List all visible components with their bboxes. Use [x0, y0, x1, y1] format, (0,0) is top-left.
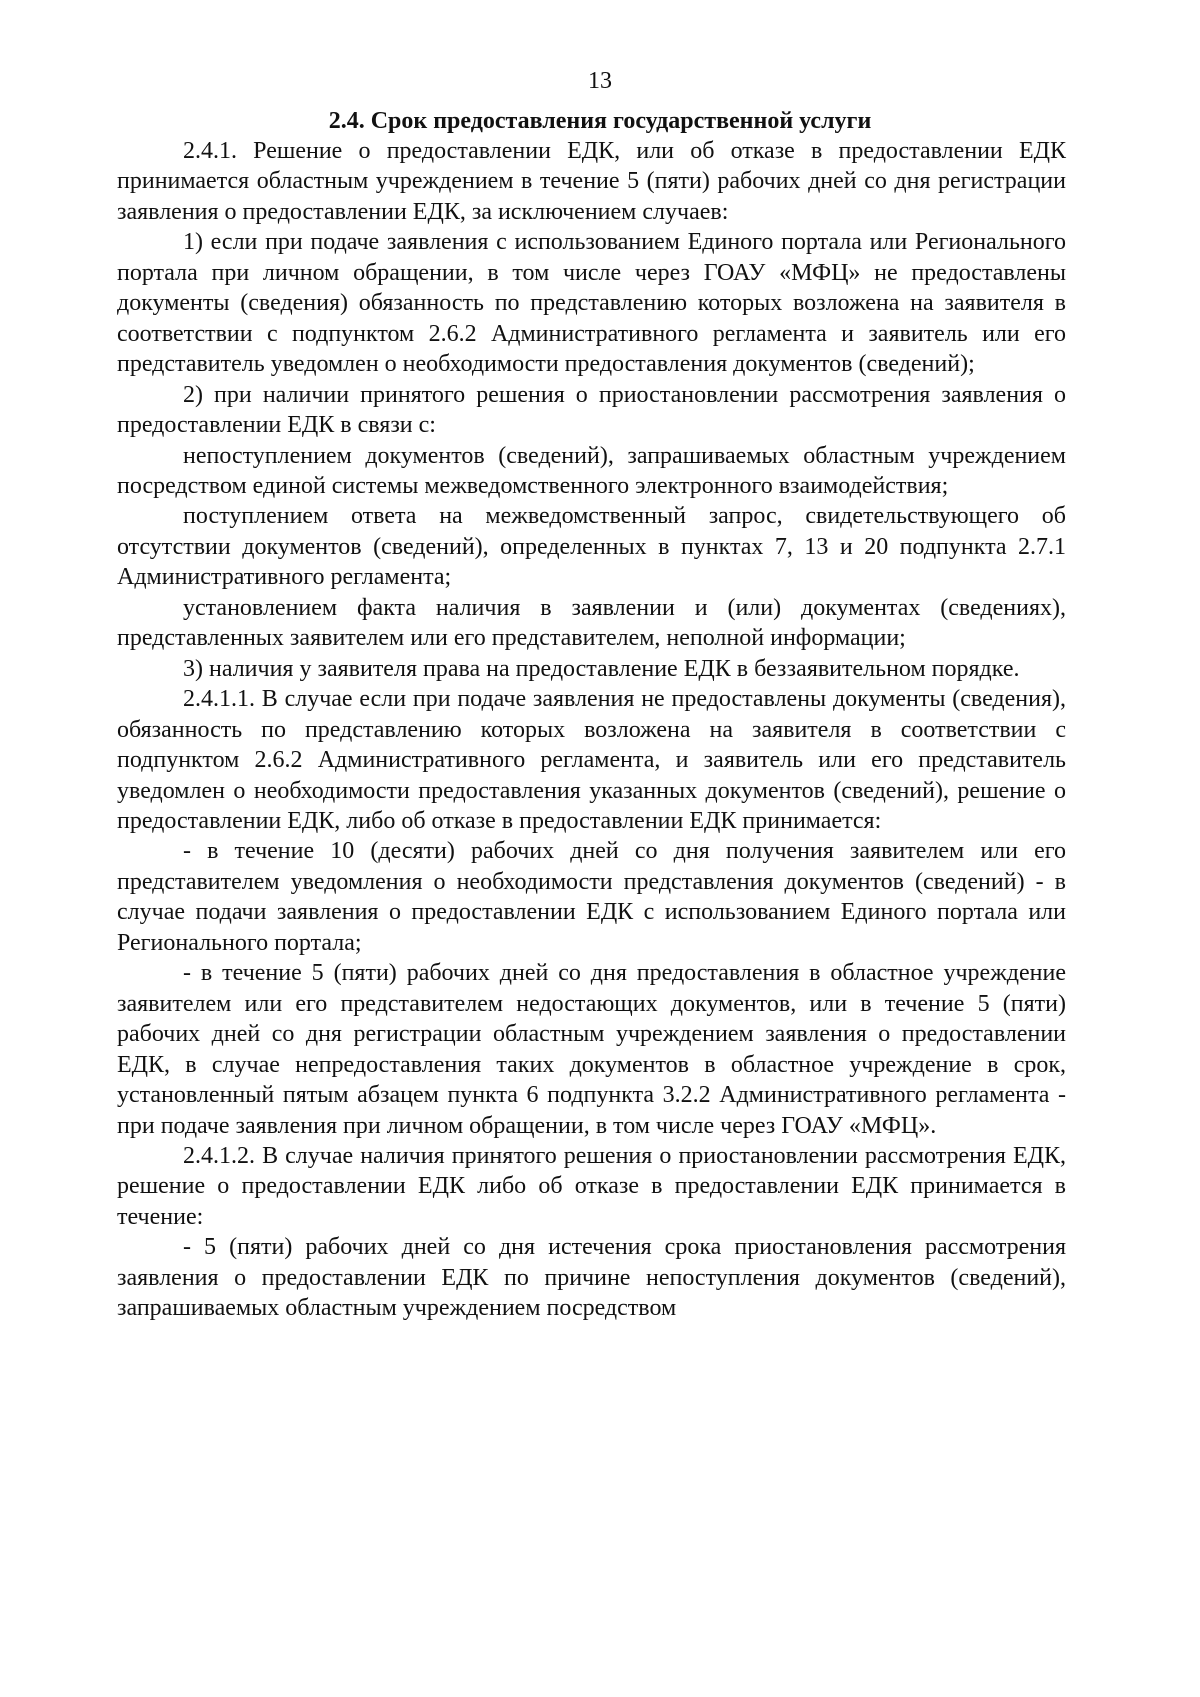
- paragraph-case-2-nonreceipt: непоступлением документов (сведений), запрашиваемых областным учреждением посредством единой системы межведомственного электронного взаимодействия;: [117, 442, 1066, 499]
- paragraph-2-4-1-1-item-portal: - в течение 10 (десяти) рабочих дней со дня получения заявителем или его представителем уведомления о необходимости представления документов (сведений) - в случае подачи заявления о предоставлении ЕДК с использованием Единого портала или Регионального портала;: [117, 838, 1066, 956]
- paragraph-case-1: 1) если при подаче заявления с использованием Единого портала или Регионального портала при личном обращении, в том числе через ГОАУ «МФЦ» не предоставлены документы (сведения) обязанность по представлению которых возложена на заявителя в соответствии с подпунктом 2.6.2 Административного регламента и заявитель или его представитель уведомлен о необходимости предоставления документов (сведений);: [117, 229, 1066, 378]
- page-number: 13: [588, 68, 612, 94]
- section-body: [117, 136, 1066, 1324]
- paragraph-2-4-1-2: 2.4.1.2. В случае наличия принятого решения о приостановлении рассмотрения ЕДК, решение о предоставлении ЕДК либо об отказе в предоставлении ЕДК принимается в течение:: [117, 1142, 1066, 1230]
- paragraph-2-4-1: 2.4.1. Решение о предоставлении ЕДК, или об отказе в предоставлении ЕДК принимается областным учреждением в течение 5 (пяти) рабочих дней со дня регистрации заявления о предоставлении ЕДК, за исключением случаев:: [117, 138, 1066, 225]
- section-heading: 2.4. Срок предоставления государственной услуги: [328, 108, 872, 134]
- paragraph-case-2: 2) при наличии принятого решения о приостановлении рассмотрения заявления о предоставлении ЕДК в связи с:: [117, 381, 1066, 439]
- paragraph-2-4-1-1: 2.4.1.1. В случае если при подаче заявления не предоставлены документы (сведения), обязанность по представлению которых возложена на заявителя в соответствии с подпунктом 2.6.2 Административного регламента, и заявитель или его представитель уведомлен о необходимости предоставления указанных документов (сведений), решение о предоставлении ЕДК, либо об отказе в предоставлении ЕДК принимается:: [117, 686, 1066, 834]
- paragraph-2-4-1-1-item-personal: - в течение 5 (пяти) рабочих дней со дня предоставления в областное учреждение заявителем или его представителем недостающих документов, или в течение 5 (пяти) рабочих дней со дня регистрации областным учреждением заявления о предоставлении ЕДК, в случае непредоставления таких документов в областное учреждение в срок, установленный пятым абзацем пункта 6 подпункта 3.2.2 Административного регламента - при подаче заявления при личном обращении, в том числе через ГОАУ «МФЦ».: [117, 960, 1066, 1139]
- paragraph-2-4-1-2-item: - 5 (пяти) рабочих дней со дня истечения срока приостановления рассмотрения заявления о предоставлении ЕДК по причине непоступления документов (сведений), запрашиваемых областным учреждением посредством: [117, 1234, 1066, 1322]
- paragraph-case-2-absence: поступлением ответа на межведомственный запрос, свидетельствующего об отсутствии документов (сведений), определенных в пунктах 7, 13 и 20 подпункта 2.7.1 Административного регламента;: [117, 503, 1066, 591]
- paragraph-case-2-incomplete: установлением факта наличия в заявлении и (или) документах (сведениях), представленных заявителем или его представителем, неполной информации;: [117, 594, 1066, 652]
- paragraph-case-3: 3) наличия у заявителя права на предоставление ЕДК в беззаявительном порядке.: [183, 655, 1020, 682]
